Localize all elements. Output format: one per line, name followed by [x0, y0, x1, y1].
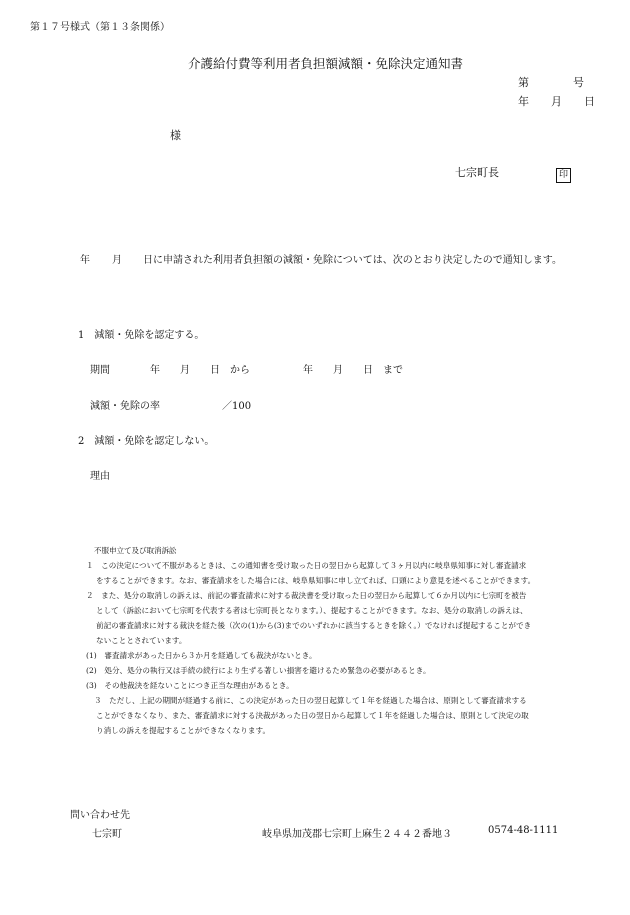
notice-title: 不服申立て及び取消訴訟 — [94, 546, 177, 555]
seal-text: 印 — [556, 168, 571, 183]
intro-month: 月 — [112, 255, 122, 266]
rate-label: 減額・免除の率 — [90, 401, 160, 412]
notice-line: をすることができます。なお、審査請求をした場合には、岐阜県知事に申し立てれば、口頭により意見を述べることができます。 — [96, 576, 536, 585]
notice-line: り消しの訴えを提起することができなくなります。 — [96, 726, 271, 735]
rate-value: ／100 — [222, 401, 252, 412]
intro-year: 年 — [80, 255, 90, 266]
notice-line: (2) 処分、処分の執行又は手続の続行により生ずる著しい損害を避けるため緊急の必要があるとき。 — [86, 666, 431, 675]
contact-phone: 0574-48-1111 — [488, 825, 559, 836]
period-to: 年 月 日 まで — [303, 365, 403, 376]
document-date-label: 年 月 日 — [518, 95, 595, 108]
notice-line: 前記の審査請求に対する裁決を経た後（次の(1)から(3)までのいずれかに該当するときを除く。）でなければ提起することができ — [96, 621, 532, 630]
period-from: 年 月 日 から — [150, 365, 250, 376]
contact-address: 岐阜県加茂郡七宗町上麻生２４４２番地３ — [262, 829, 452, 840]
notice-line: ないこととされています。 — [96, 636, 187, 645]
issuer-name: 七宗町長 — [455, 166, 499, 179]
seal-mark — [556, 162, 571, 183]
recipient-honorific: 様 — [170, 129, 181, 142]
notice-line: １ この決定について不服があるときは、この通知書を受け取った日の翌日から起算して３ヶ月以内に岐阜県知事に対し審査請求 — [86, 561, 527, 570]
notice-line: (3) その他裁決を経ないことにつき正当な理由があるとき。 — [86, 681, 294, 690]
notice-line: ３ ただし、上記の期間が経過する前に、この決定があった日の翌日起算して１年を経過した場合は、原則として審査請求する — [94, 696, 527, 705]
form-number: 第１７号様式（第１３条関係） — [30, 22, 170, 33]
period-label: 期間 — [90, 365, 110, 376]
document-title: 介護給付費等利用者負担額減額・免除決定通知書 — [188, 56, 464, 71]
contact-office: 七宗町 — [92, 829, 122, 840]
contact-label: 問い合わせ先 — [70, 810, 130, 821]
document-number-label: 第 号 — [518, 76, 584, 89]
section1-heading: 1 減額・免除を認定する。 — [78, 330, 205, 341]
section2-heading: 2 減額・免除を認定しない。 — [78, 436, 215, 447]
notice-line: ことができなくなり、また、審査請求に対する決裁があった日の翌日から起算して１年を経過した場合は、原則として決定の取 — [96, 711, 529, 720]
notice-line: として（訴訟において七宗町を代表する者は七宗町長となります。）、提起することができます。なお、処分の取消しの訴えは、 — [96, 606, 528, 615]
notice-body — [86, 560, 556, 750]
intro-text: 日に申請された利用者負担額の減額・免除については、次のとおり決定したので通知します。 — [143, 255, 562, 266]
notice-line: (1) 審査請求があった日から３か月を経過しても裁決がないとき。 — [86, 651, 317, 660]
reason-label: 理由 — [90, 471, 110, 482]
notice-line: ２ また、処分の取消しの訴えは、前記の審査請求に対する裁決書を受け取った日の翌日から起算して６か月以内に七宗町を被告 — [86, 591, 527, 600]
